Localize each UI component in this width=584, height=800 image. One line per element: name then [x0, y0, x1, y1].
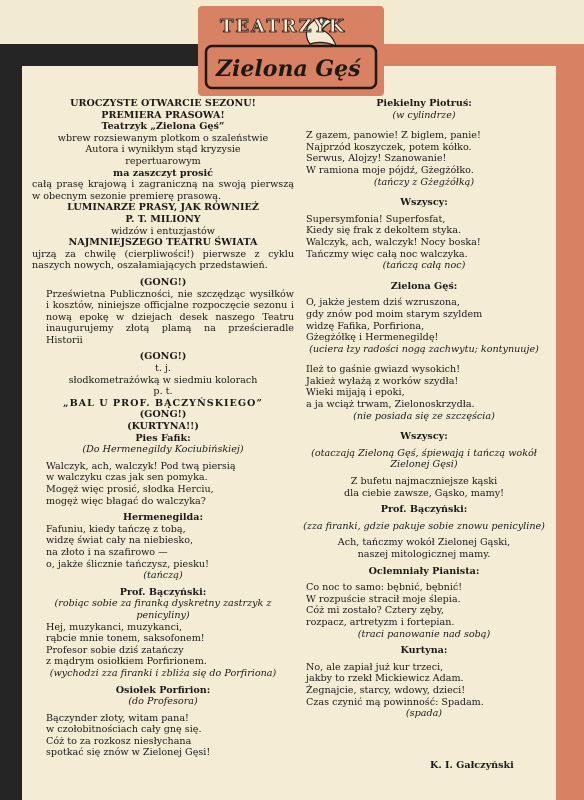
verse-line: w walczyku czas jak sen pomyka. [46, 472, 208, 484]
salmon-border-top [380, 44, 584, 66]
logo-subtitle: Zielona Gęś [216, 56, 361, 82]
logo-title: TEATRZYK [220, 16, 347, 37]
speaker-name: Kurtyna: [400, 645, 448, 657]
verse-line: jakby to rzekł Mickiewicz Adam. [306, 673, 464, 685]
verse-line: Supersymfonia! Superfosfat, [306, 213, 446, 225]
theatre-name: Teatrzyk „Zielona Gęś” [101, 121, 225, 133]
right-column [292, 98, 556, 720]
verse-line: Profesor sobie dziś zatańczy [46, 644, 184, 656]
speaker-name: Wszyscy: [400, 197, 448, 209]
verse-line: W ramiona moje pójdź, Gżegżółko. [306, 164, 474, 176]
speaker-name: Osiołek Porfirion: [115, 684, 211, 696]
verse-line: spotkać się znów w Zielonej Gęsi! [46, 747, 211, 759]
text-line: Autora i wynikłym stąd kryzysie [85, 144, 241, 156]
salmon-border-right [556, 44, 584, 800]
left-column [32, 98, 294, 759]
stage-direction: (traci panowanie nad sobą) [357, 628, 491, 640]
speaker-name: Piekielny Piotruś: [376, 98, 472, 109]
verse-line: Walczyk, ach, walczyk! Nocy boska! [306, 236, 481, 248]
verse-line: gdy znów pod moim starym szyldem [306, 308, 483, 320]
text-paragraph: Prześwietna Publiczności, nie szczędząc wysiłków i kosztów, niniejsze officjalne rozpoczęcie sezonu i nową epokę w dziejach desek naszego Teatru inaugurujemy złotą plamą na prześcieradle Historii [46, 288, 294, 346]
heading-millions: P. T. MILIONY [125, 213, 201, 225]
verse-line: Kiedy się frak z dekoltem styka. [306, 225, 462, 237]
heading-smallest-theatre: NAJMNIEJSZEGO TEATRU ŚWIATA [68, 237, 258, 249]
speaker-name: Zielona Gęś: [390, 280, 458, 292]
text-paragraph: całą prasę krajową i zagraniczną na swoją pierwszą w obecnym sezonie premierę prasową. [32, 179, 294, 202]
verse-line: Żegnajcie, starcy, wdowy, dzieci! [306, 684, 466, 696]
verse-line: Najprzód koszyczek, potem kółko. [306, 141, 472, 153]
verse-line: Ach, tańczmy wokół Zielonej Gąski, [337, 537, 511, 549]
speaker-name: Prof. Bączyński: [380, 504, 468, 516]
stage-direction: (w cylindrze) [392, 109, 456, 121]
verse-line: Gżegżółkę i Hermenegildę! [306, 332, 439, 344]
text-line: t. j. [155, 363, 171, 375]
gong-cue: (GONG!) [139, 351, 187, 363]
verse-line: Serwus, Alojzy! Szanowanie! [306, 153, 447, 165]
speaker-name: Prof. Bączyński: [119, 586, 207, 598]
stage-direction: (tańczy z Gżegżółką) [373, 176, 475, 188]
dark-border-left [0, 44, 22, 800]
verse-line: Fafuniu, kiedy tańczę z tobą, [46, 523, 186, 535]
stage-direction: (zza firanki, gdzie pakuje sobie znowu penicyline) [303, 520, 545, 532]
dark-border-top [0, 44, 206, 66]
play-title: „BAL U PROF. BĄCZYŃSKIEGO” [63, 397, 263, 409]
heading-premiere: PREMIERA PRASOWA! [101, 109, 225, 121]
heading-opening: UROCZYSTE OTWARCIE SEZONU! [70, 98, 256, 109]
verse-line: widzę Fafika, Porfiriona, [306, 320, 425, 332]
text-line: słodkometrażówką w siedmiu kolorach [68, 374, 258, 386]
verse-line: Cóż to za rozkosz niesłychana [46, 735, 192, 747]
text-line: p. t. [153, 386, 173, 398]
verse-line: Hej, muzykanci, muzykanci, [46, 621, 183, 633]
verse-line: widzę świat cały na niebiesko, [46, 535, 194, 547]
verse-line: Walczyk, ach, walczyk! Pod twą piersią [46, 460, 236, 472]
verse-line: na złoto i na szafirowo — [46, 546, 168, 558]
text-line: repertuarowym [125, 155, 201, 167]
heading-luminaries: LUMINARZE PRASY, JAK RÓWNIEŻ [67, 202, 259, 214]
verse-line: Z bufetu najmaczniejsze kąski [350, 476, 498, 488]
verse-line: w czołobitnościach cały gnę się. [46, 724, 202, 736]
goose-logo-icon [198, 6, 384, 96]
verse-line: z mądrym osiołkiem Porfirionem. [46, 656, 207, 668]
verse-line: Mogęż więc prosić, słodka Herciu, [46, 484, 214, 495]
verse-line: Co noc to samo: bębnić, bębnić! [306, 582, 463, 594]
stage-direction: (do Profesora) [128, 696, 198, 708]
verse-line: rozpacz, artretyzm i fortepian. [306, 616, 455, 628]
verse-line: Bączynder złoty, witam pana! [46, 712, 189, 724]
verse-line: Cóż mi zostało? Cztery zęby, [306, 605, 444, 617]
stage-direction: (robiąc sobie za firanką dyskretny zastrzyk z penicyliny) [54, 598, 272, 621]
text-line: wbrew rozsiewanym plotkom o szaleństwie [57, 132, 269, 144]
gong-cue: (GONG!) [139, 276, 187, 288]
text-line: ma zaszczyt prosić [113, 167, 213, 179]
verse-line: Czas czynić mą powinność: Spadam. [306, 696, 484, 708]
verse-line: dla ciebie zawsze, Gąsko, mamy! [344, 487, 504, 499]
author-signature: K. I. Gałczyński [430, 760, 514, 771]
stage-direction: (uciera łzy radości nogą zachwytu; kontynuuje) [309, 343, 539, 355]
verse-line: O, jakże jestem dziś wzruszona, [306, 297, 460, 309]
verse-line: Ileż to gaśnie gwiazd wysokich! [306, 364, 461, 376]
verse-line: No, ale zapiał już kur trzeci, [306, 661, 444, 673]
verse-line: W rozpuście stracił moje ślepia. [306, 593, 461, 605]
stage-direction: (tańczą) [143, 570, 183, 582]
verse-line: Z gazem, panowie! Z biglem, panie! [306, 130, 481, 142]
stage-direction: (wychodzi zza firanki i zbliża się do Porfiriona) [49, 667, 277, 679]
verse-line: Tańczmy więc całą noc walczyka. [306, 248, 468, 260]
verse-line: o, jakże ślicznie tańczysz, piesku! [46, 558, 209, 570]
gong-cue: (GONG!) [139, 409, 187, 421]
stage-direction: (Do Hermenegildy Kociubińskiej) [82, 444, 244, 456]
verse-line: mogęż więc błagać do walczyka? [46, 495, 206, 507]
verse-line: rąbcie mnie tonem, saksofonem! [46, 633, 205, 645]
stage-direction: (tańczą całą noc) [382, 260, 466, 272]
speaker-name: Oclemniały Pianista: [368, 565, 480, 577]
verse-line: naszej mitologicznej mamy. [357, 549, 491, 560]
stage-direction: (nie posiada się ze szczęścia) [353, 410, 495, 422]
speaker-name: Pies Fafik: [135, 432, 191, 444]
verse-line: Jakież wyłażą z worków szydła! [306, 375, 459, 387]
stage-direction: (spada) [405, 708, 443, 720]
text-paragraph: ujrzą za chwilę (cierpliwości!) pierwsze z cyklu naszych nowych, oszałamiających przedstawień. [32, 248, 294, 272]
speaker-name: Wszyscy: [400, 431, 448, 443]
stage-direction: (otaczają Zieloną Gęś, śpiewają i tańczą wokół Zielonej Gęsi) [311, 447, 537, 471]
speaker-name: Hermenegilda: [122, 512, 204, 524]
verse-line: Wieki mijają i epoki, [306, 387, 405, 399]
verse-line: a ja wciąż trwam, Zielonoskrzydła. [306, 399, 475, 411]
curtain-cue: (KURTYNA!!) [127, 421, 199, 433]
text-line: widzów i entuzjastów [110, 225, 216, 237]
masthead-logo [198, 6, 384, 96]
